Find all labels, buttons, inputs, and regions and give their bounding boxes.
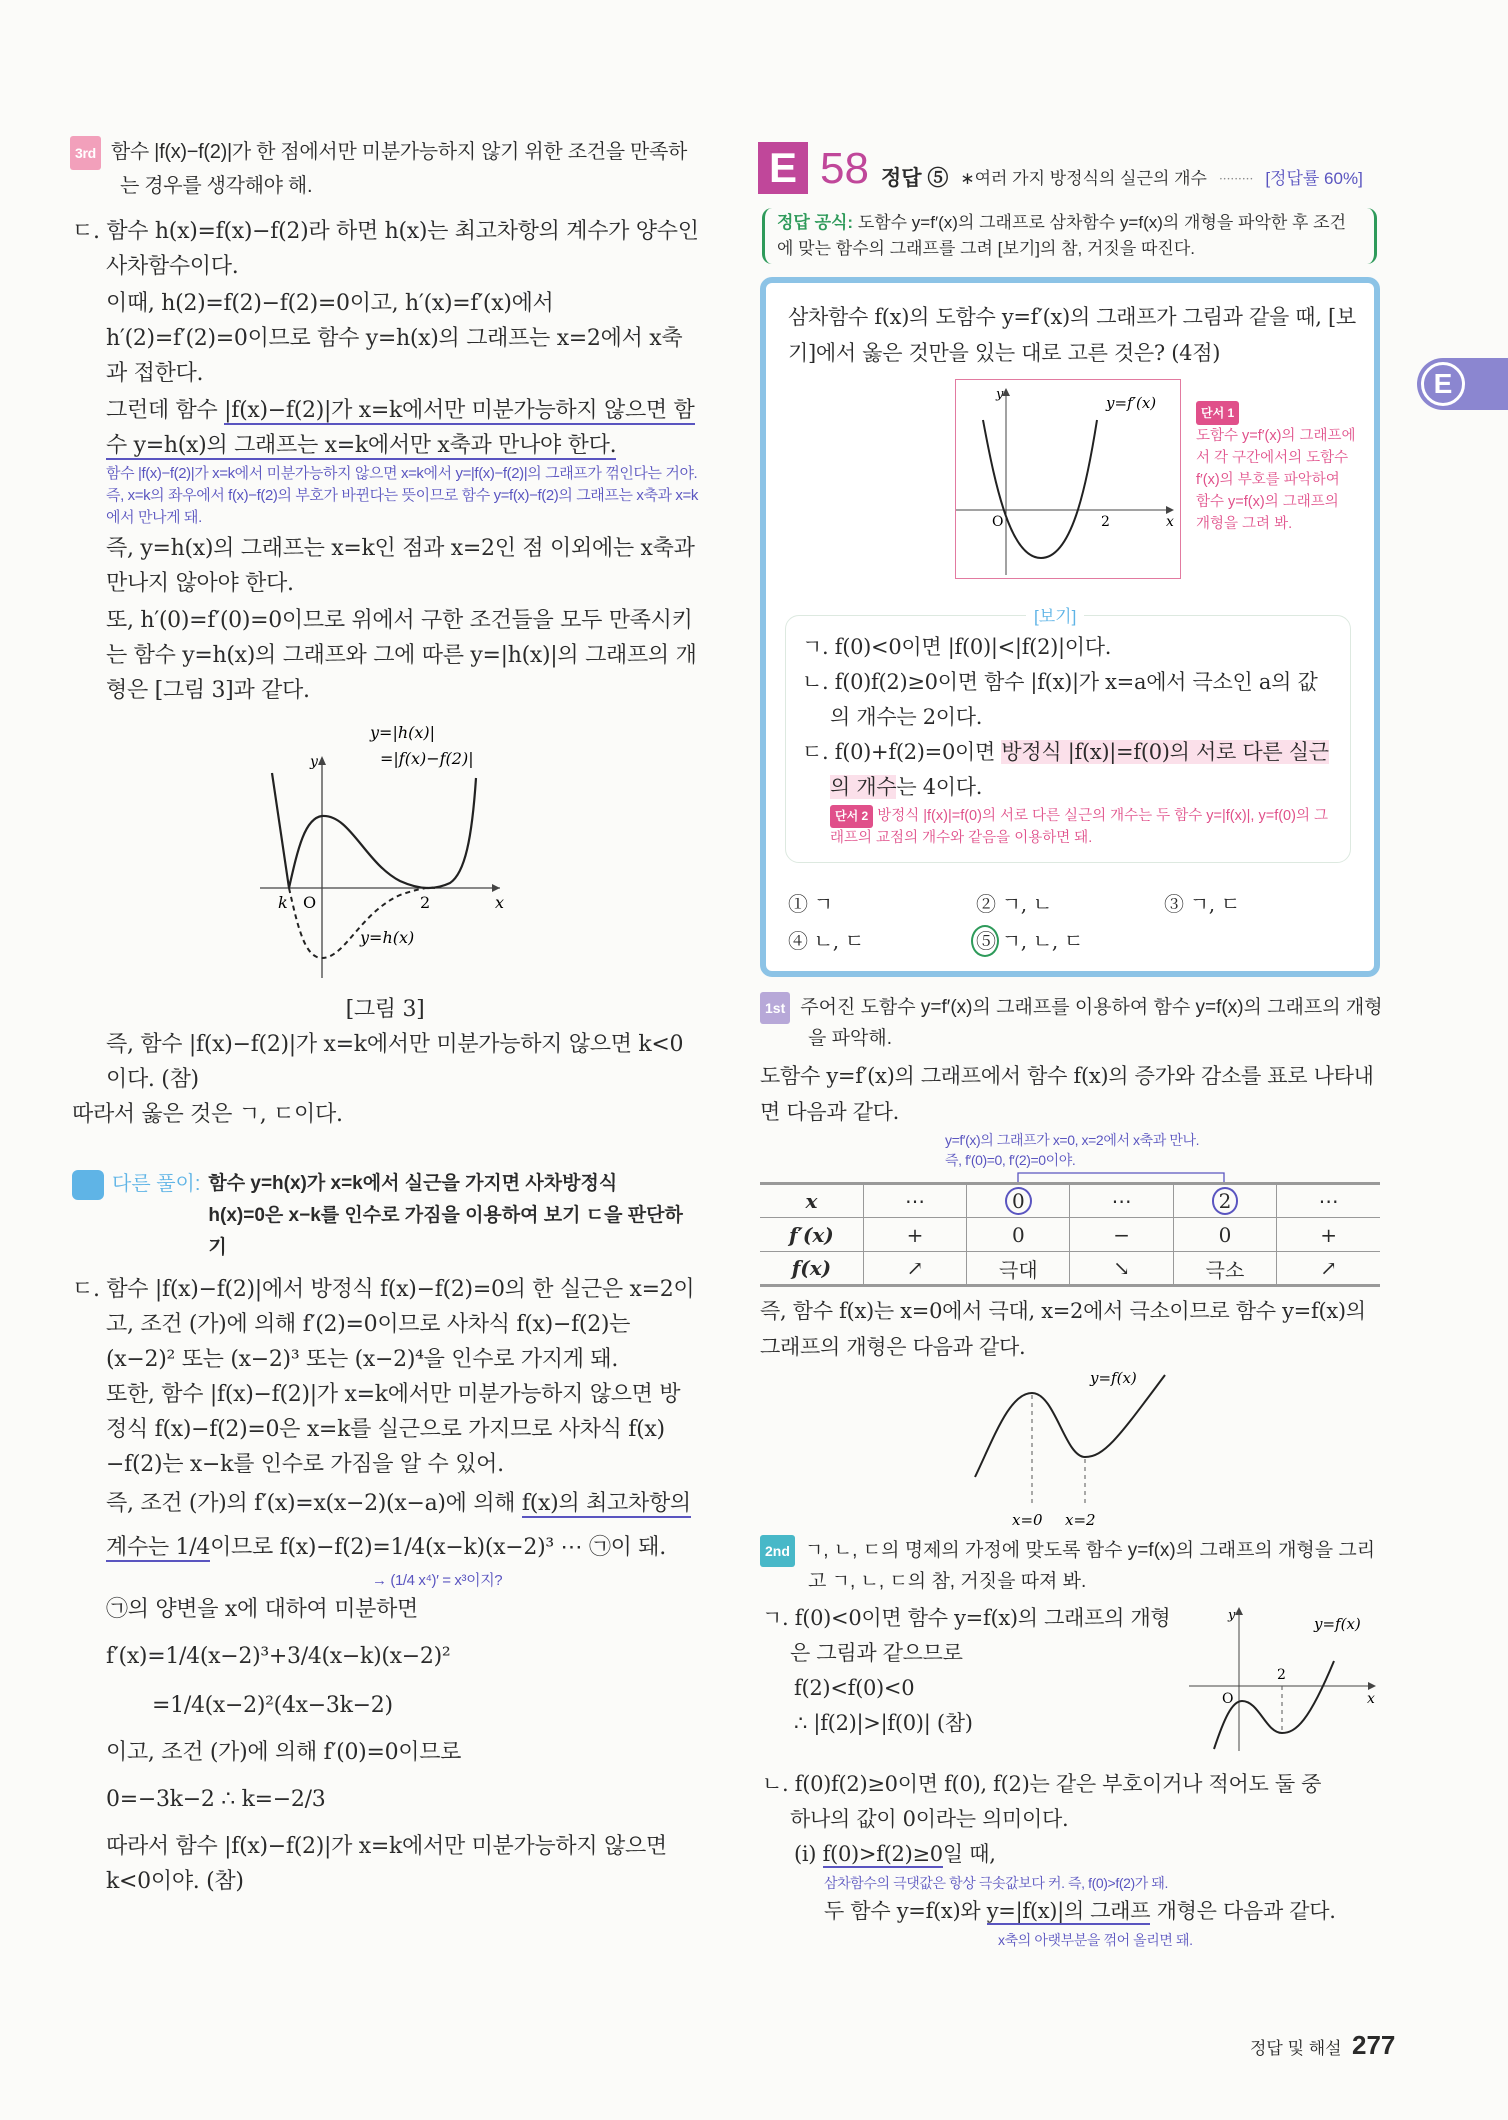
step-text: 주어진 도함수 y=f′(x)의 그래프를 이용하여 함수 y=f(x)의 그래프의 개형을 파악해. xyxy=(800,997,1383,1049)
step-text: ㄱ, ㄴ, ㄷ의 명제의 가정에 맞도록 함수 y=f(x)의 그래프의 개형을 그리고 ㄱ, ㄴ, ㄷ의 참, 거짓을 따져 봐. xyxy=(804,1540,1376,1592)
cell: ↗ xyxy=(863,1252,966,1286)
text: 즉, 조건 (가)의 f′(x)=x(x−2)(x−a)에 의해 xyxy=(106,1491,522,1516)
paragraph xyxy=(762,1837,1385,1872)
axis-label: x xyxy=(495,893,505,912)
cell: − xyxy=(1070,1218,1173,1252)
equation: f(2)<f(0)<0 xyxy=(794,1676,915,1700)
equation: f′(x)=1/4(x−2)³+3/4(x−k)(x−2)² xyxy=(106,1644,451,1669)
clue-badge: 단서 2 xyxy=(830,805,873,828)
tick-label: x=0 xyxy=(1012,1511,1043,1529)
cell: 0 xyxy=(1173,1218,1276,1252)
abs-h-curve xyxy=(272,773,476,888)
tick-label: 2 xyxy=(420,893,431,912)
axis-label: y xyxy=(310,754,318,770)
paragraph: 도함수 y=f′(x)의 그래프에서 함수 f(x)의 증가와 감소를 표로 나타내면 다음과 같다. xyxy=(760,1064,1374,1124)
curve-label: y=f(x) xyxy=(1314,1615,1361,1633)
choice-5[interactable]: ⑤ ㄱ, ㄴ, ㄷ xyxy=(976,929,1084,953)
note-line: y=f′(x)의 그래프가 x=0, x=2에서 x축과 만나. xyxy=(945,1132,1200,1148)
choice-4[interactable]: ④ ㄴ, ㄷ xyxy=(788,929,864,953)
bogi-box xyxy=(785,607,1351,863)
correct-rate: [정답률 60%] xyxy=(1265,169,1363,188)
clue-2 xyxy=(802,805,1336,849)
cell: 극소 xyxy=(1173,1252,1276,1286)
left-column xyxy=(70,136,700,1899)
annotation xyxy=(760,1130,1385,1170)
origin-label: O xyxy=(303,893,317,912)
choice-1[interactable]: ① ㄱ xyxy=(788,892,833,916)
cell xyxy=(967,1184,1070,1218)
cell: + xyxy=(863,1218,966,1252)
note-line: 즉, f′(0)=0, f′(2)=0이야. xyxy=(945,1152,1076,1168)
figure-3-graph xyxy=(250,718,520,988)
circled-value: 0 xyxy=(1005,1187,1032,1215)
page-footer xyxy=(1250,2030,1395,2061)
text: 그런데 함수 xyxy=(106,398,225,423)
annotation: 함수 |f(x)−f(2)|가 x=k에서 미분가능하지 않으면 x=k에서 y=|f(x)−f(2)|의 그래프가 꺾인다는 거야. 즉, x=k의 좌우에서 f(x)−f(2)의 부호가 바뀐다는 뜻이므로 함수 y=f(x)−f(2)의 그래프는 x축과 x=k에서 만나게 돼. xyxy=(106,465,698,526)
tick-label: 2 xyxy=(1101,514,1110,530)
text: ㄷ. f(0)+f(2)=0이면 xyxy=(802,740,1002,764)
curve-label: y=f′(x) xyxy=(1106,394,1157,412)
curve-label: y=f(x) xyxy=(1090,1369,1137,1387)
step-2 xyxy=(760,1535,1385,1597)
cell: ↘ xyxy=(1070,1252,1173,1286)
step-badge: 1st xyxy=(760,992,790,1024)
clue-text: 방정식 |f(x)|=f(0)의 서로 다른 실근의 개수는 두 함수 y=|f(x)|, y=f(0)의 그래프의 교점의 개수와 같음을 이용하면 돼. xyxy=(830,808,1328,846)
paragraph: ㄷ. 함수 h(x)=f(x)−f(2)라 하면 h(x)는 최고차항의 계수가 양수인 사차함수이다. xyxy=(72,219,699,279)
paragraph: 즉, y=h(x)의 그래프는 x=k인 점과 x=2인 점 이외에는 x축과 만나지 않아야 한다. xyxy=(106,536,695,596)
annotation: → (1/4 x⁴)′ = x³이지? xyxy=(372,1572,503,1589)
table-row xyxy=(760,1184,1380,1218)
cubic-shape-graph xyxy=(960,1365,1190,1531)
step-badge: 3rd xyxy=(70,136,101,170)
derivative-graph xyxy=(955,379,1181,579)
cell: ⋯ xyxy=(1070,1184,1173,1218)
bogi-item: ㄴ. f(0)f(2)≥0이면 함수 |f(x)|가 x=a에서 극소인 a의 값의 개수는 2이다. xyxy=(802,670,1318,729)
equation: =1/4(x−2)²(4x−3k−2) xyxy=(152,1693,393,1718)
label: y=|h(x)| xyxy=(370,723,436,742)
text: 두 함수 y=f(x)와 xyxy=(824,1899,987,1923)
paragraph: 따라서 옳은 것은 ㄱ, ㄷ이다. xyxy=(72,1102,343,1127)
underlined-text: y=|f(x)|의 그래프 xyxy=(986,1899,1151,1923)
underlined-text: f(0)>f(2)≥0 xyxy=(822,1842,943,1866)
paragraph xyxy=(762,1894,1385,1929)
paragraph xyxy=(72,1482,700,1570)
choice-3[interactable]: ③ ㄱ, ㄷ xyxy=(1164,892,1240,916)
page-number: 277 xyxy=(1352,2030,1396,2060)
text: 이므로 f(x)−f(2)=1/4(x−k)(x−2)³ ⋯ ㉠이 돼. xyxy=(210,1535,666,1560)
alt-solution-header xyxy=(70,1168,700,1264)
formula-text: 도함수 y=f′(x)의 그래프로 삼차함수 y=f(x)의 개형을 파악한 후 조건에 맞는 함수의 그래프를 그려 [보기]의 참, 거짓을 따진다. xyxy=(777,213,1347,258)
annotation: x축의 아랫부분을 꺾어 올리면 돼. xyxy=(998,1932,1193,1948)
hint-3rd xyxy=(70,136,700,202)
text: 개형은 다음과 같다. xyxy=(1150,1899,1336,1923)
section-letter: E xyxy=(758,142,808,194)
origin-label: O xyxy=(992,514,1004,530)
table-row xyxy=(760,1218,1380,1252)
paragraph: 또, h′(0)=f′(0)=0이므로 위에서 구한 조건들을 모두 만족시키는 함수 y=h(x)의 그래프와 그에 따른 y=|h(x)|의 그래프의 개형은 [그림 3]과 같다. xyxy=(106,608,697,703)
problem-header xyxy=(758,142,1388,194)
text: 일 때, xyxy=(942,1842,996,1866)
cell: ⋯ xyxy=(1277,1184,1380,1218)
conclusion xyxy=(70,1027,700,1132)
step-badge: 2nd xyxy=(760,1535,795,1567)
bracket-connector xyxy=(1012,1170,1232,1182)
paragraph: ㄱ. f(0)<0이면 함수 y=f(x)의 그래프의 개형은 그림과 같으므로 xyxy=(762,1606,1171,1665)
answer: 정답 ⑤ xyxy=(880,167,949,190)
clue-1 xyxy=(1196,401,1356,535)
bogi-title: [보기] xyxy=(1026,602,1084,627)
paragraph: ㉠의 양변을 x에 대하여 미분하면 xyxy=(106,1597,419,1622)
cubic-graph-f0-negative xyxy=(1184,1601,1384,1761)
section-tab-letter: E xyxy=(1421,362,1465,406)
paragraph: 따라서 함수 |f(x)−f(2)|가 x=k에서만 미분가능하지 않으면 k<0이야. (참) xyxy=(106,1834,667,1894)
paragraph: 즉, 함수 f(x)는 x=0에서 극대, x=2에서 극소이므로 함수 y=f(x)의 그래프의 개형은 다음과 같다. xyxy=(760,1299,1366,1359)
paragraph: 즉, 함수 |f(x)−f(2)|가 x=k에서만 미분가능하지 않으면 k<0이다. (참) xyxy=(106,1032,684,1092)
hint-text: 함수 |f(x)−f(2)|가 한 점에서만 미분가능하지 않기 위한 조건을 만족하는 경우를 생각해야 해. xyxy=(110,141,688,197)
figure-caption: [그림 3] xyxy=(345,997,425,1022)
cell: ↗ xyxy=(1277,1252,1380,1286)
paragraph: ㄷ. 함수 |f(x)−f(2)|에서 방정식 f(x)−f(2)=0의 한 실근은 x=2이고, 조건 (가)에 의해 f′(2)=0이므로 사차식 f(x)−f(2)는 (x−2)² 또는 (x−2)³ 또는 (x−2)⁴을 인수로 가지게 돼. xyxy=(72,1277,695,1372)
axis-label: x xyxy=(1367,1691,1375,1707)
paragraph: ㄴ. f(0)f(2)≥0이면 f(0), f(2)는 같은 부호이거나 적어도 둘 중 하나의 값이 0이라는 의미이다. xyxy=(762,1772,1322,1831)
dice-icon xyxy=(72,1170,104,1200)
text: (i) xyxy=(794,1842,823,1866)
underlined-text: f(x)의 최고차항의 계수는 1/4 xyxy=(106,1491,691,1560)
problem-number: 58 xyxy=(820,144,869,193)
solution-c xyxy=(70,214,700,708)
label: =|f(x)−f(2)| xyxy=(380,749,474,768)
f-prime-curve xyxy=(983,420,1097,558)
circled-value: 2 xyxy=(1212,1187,1239,1215)
clue-text: 도함수 y=f′(x)의 그래프에서 각 구간에서의 도함수 f′(x)의 부호를 파악하여 함수 y=f(x)의 그래프의 개형을 그려 봐. xyxy=(1196,428,1356,532)
label: y=h(x) xyxy=(360,928,415,947)
f-curve xyxy=(975,1375,1165,1477)
leader-dots: ········· xyxy=(1218,172,1254,186)
cell: 극대 xyxy=(967,1252,1070,1286)
table-row xyxy=(760,1252,1380,1286)
axis-label: x xyxy=(1166,514,1174,530)
tick-label: 2 xyxy=(1277,1667,1286,1683)
cell xyxy=(1173,1184,1276,1218)
problem-box xyxy=(760,277,1380,977)
origin-label: O xyxy=(1222,1691,1234,1707)
cell: + xyxy=(1277,1218,1380,1252)
paragraph xyxy=(72,393,700,463)
title-line: h(x)=0은 x−k를 인수로 가짐을 이용하여 보기 ㄷ을 판단하기 xyxy=(208,1205,683,1258)
clue-badge: 단서 1 xyxy=(1196,401,1239,425)
equation: 0=−3k−2 ∴ k=−2/3 xyxy=(106,1787,326,1812)
solution-a-row xyxy=(760,1601,1385,1761)
bogi-item xyxy=(802,735,1336,805)
axis-label: y xyxy=(996,387,1004,402)
cell: f′(x) xyxy=(789,1222,834,1247)
tick-label: k xyxy=(278,893,288,912)
annotation: 삼차함수의 극댓값은 항상 극솟값보다 커. 즉, f(0)>f(2)가 돼. xyxy=(824,1875,1168,1891)
solution-a xyxy=(760,1601,1178,1761)
choice-2[interactable]: ② ㄱ, ㄴ xyxy=(976,892,1052,916)
right-lower-column xyxy=(760,992,1385,1951)
title-line: 함수 y=h(x)가 x=k에서 실근을 가지면 사차방정식 xyxy=(208,1173,618,1194)
cell: f(x) xyxy=(791,1256,832,1280)
alt-label: 다른 풀이: xyxy=(112,1173,201,1195)
answer-circle-mark xyxy=(971,925,999,957)
underlined-text: |f(x)−f(2)|가 x=k에서만 미분가능하지 않으면 함수 y=h(x)의 그래프는 x=k에서만 x축과 만나야 한다. xyxy=(106,398,695,458)
cell: x xyxy=(805,1189,818,1213)
formula-label: 정답 공식: xyxy=(777,213,854,232)
cell: 0 xyxy=(967,1218,1070,1252)
alt-solution-body xyxy=(70,1272,700,1899)
cell: ⋯ xyxy=(863,1184,966,1218)
tick-label: x=2 xyxy=(1065,1511,1096,1529)
solution-b xyxy=(760,1767,1385,1951)
topic: ∗여러 가지 방정식의 실근의 개수 xyxy=(960,169,1207,188)
axis-label: y xyxy=(1228,1608,1236,1623)
paragraph: 또한, 함수 |f(x)−f(2)|가 x=k에서만 미분가능하지 않으면 방정식 f(x)−f(2)=0은 x=k를 실근으로 가지므로 사차식 f(x)−f(2)는 x−k를 인수로 가짐을 알 수 있어. xyxy=(106,1382,681,1477)
paragraph: 이고, 조건 (가)에 의해 f′(0)=0이므로 xyxy=(106,1740,462,1765)
footer-label: 정답 및 해설 xyxy=(1250,2039,1342,2058)
alt-title xyxy=(208,1168,700,1264)
increase-decrease-table xyxy=(760,1182,1380,1287)
answer-formula xyxy=(762,208,1377,264)
highlighted-text: 방정식 |f(x)|=f(0)의 서로 다른 실근의 개수 xyxy=(830,740,1329,799)
step-1 xyxy=(760,992,1385,1054)
equation: ∴ |f(2)|>|f(0)| (참) xyxy=(794,1711,973,1735)
paragraph: 이때, h(2)=f(2)−f(2)=0이고, h′(x)=f′(x)에서 h′(2)=f′(2)=0이므로 함수 y=h(x)의 그래프는 x=2에서 x축과 접한다. xyxy=(106,291,683,386)
bogi-item: ㄱ. f(0)<0이면 |f(0)|<|f(2)|이다. xyxy=(802,635,1112,659)
question-text: 삼차함수 f(x)의 도함수 y=f′(x)의 그래프가 그림과 같을 때, [보기]에서 옳은 것만을 있는 대로 고른 것은? (4점) xyxy=(788,305,1356,365)
text: 는 4이다. xyxy=(896,775,983,799)
section-tab[interactable] xyxy=(1417,358,1508,410)
